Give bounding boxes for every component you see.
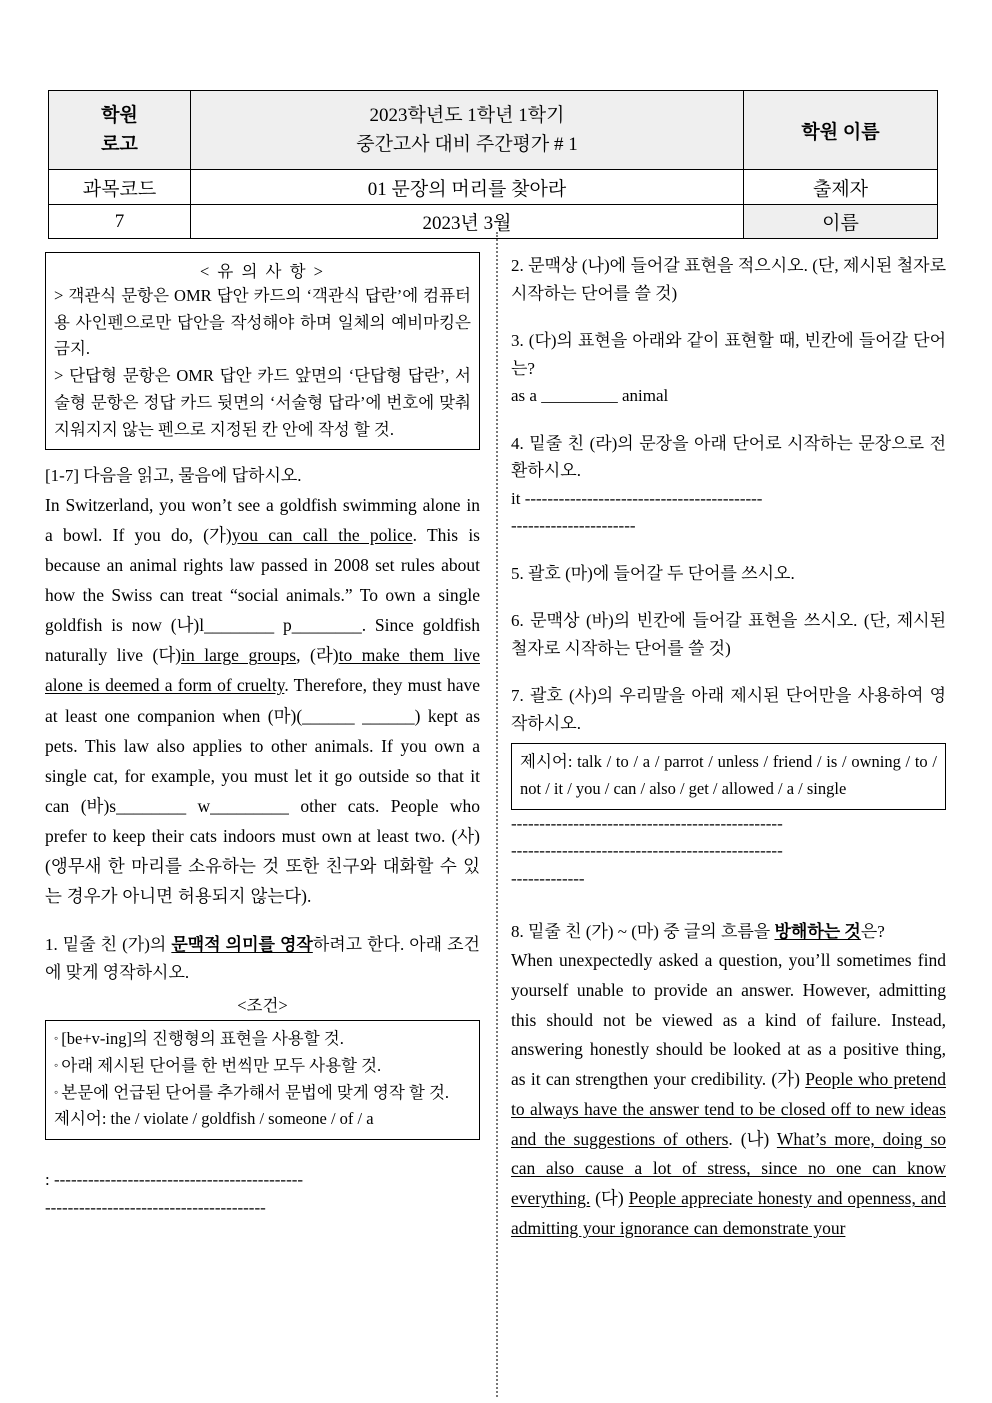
- question-7-wordbank: [520, 749, 937, 802]
- marker-ra: (라): [310, 645, 339, 666]
- answer-blank-line: ----------------------: [511, 516, 636, 536]
- academy-logo-line2: 로고: [101, 134, 138, 155]
- condition-item: [54, 1053, 471, 1080]
- condition-box: [45, 1020, 480, 1140]
- blank-ma: (______ ______): [296, 705, 421, 726]
- marker-ga: (가): [203, 524, 232, 545]
- passage-seg-4: ,: [296, 645, 311, 666]
- answer-blank-line: ------------------------------------------: [524, 488, 763, 508]
- passage-seg-5: . Therefore, they must have at least one companion when: [45, 675, 481, 726]
- marker-sa: (사): [451, 825, 480, 846]
- bullet-icon: ◦: [54, 1057, 59, 1072]
- question-3-blank-line[interactable]: as a _________ animal: [511, 386, 669, 406]
- passage-seg-7: other cats. People who prefer to keep their cats indoors must own at least two.: [45, 795, 480, 846]
- marker-na: (나): [170, 615, 200, 636]
- author-label: 출제자: [744, 170, 938, 205]
- passage-seg-1: In Switzerland, you won’t see a goldfish swimming alone in a bowl. If you do,: [45, 494, 480, 545]
- notice-line-2: > 단답형 문항은 OMR 답안 카드 앞면의 ‘단답형 답란’, 서술형 문항은 정답 카드 뒷면의 ‘서술형 답라’에 번호에 맞춰 지워지지 않는 펜으로 지정된 칸 안에 작성 할 것.: [54, 366, 471, 439]
- question-7-answer-line2[interactable]: ------------------------------------------------: [511, 841, 783, 861]
- wordbank-label: 제시어:: [54, 1109, 107, 1129]
- question-1-tail: 하려고 한다. 아래 조건에 맞게 영작하시오.: [45, 935, 480, 982]
- q8-underlined-ga: People who pretend to always have the answer tend to be closed off to new ideas and the suggestions of others: [511, 1069, 946, 1149]
- header-row-subject: [49, 170, 938, 205]
- exam-title-line2: 중간고사 대비 주간평가 # 1: [356, 134, 578, 155]
- q8-marker-ga: (가): [771, 1069, 806, 1089]
- question-1-lead: 1. 밑줄 친 (가)의: [45, 935, 172, 955]
- wordbank-words: talk / to / a / parrot / unless / friend / is / owning / to / not / it / you / can / also / get / allowed / a / single: [520, 752, 937, 799]
- question-8-tail: 은?: [860, 922, 885, 942]
- subject-code-value: 7: [49, 205, 191, 239]
- passage-seg-6: kept as pets. This law also applies to other animals. If you own a single cat, for example, you must let it go outside so that it can: [45, 705, 480, 816]
- condition-item: [54, 1080, 471, 1107]
- question-7-answer-line1[interactable]: ------------------------------------------------: [511, 813, 783, 833]
- left-column: [45, 252, 480, 1221]
- notice-line-1: > 객관식 문항은 OMR 답안 카드의 ‘객관식 답란’에 컴퓨터용 사인펜으로만 답안을 작성해야 하며 일체의 예비마킹은 금지.: [54, 286, 471, 359]
- exam-title-line1: 2023학년도 1학년 1학기: [369, 104, 565, 126]
- notice-title: < 유 의 사 항 >: [200, 262, 325, 281]
- q8-seg-1: When unexpectedly asked a question, you’ll sometimes find yourself unable to provide an answer. However, admitting this should not be viewed as a kind of failure. Instead, answering honestly should be looked at as a positive thing, as it can strengthen your credibility.: [511, 950, 946, 1089]
- question-4-answer-line2[interactable]: [511, 512, 946, 540]
- marker-ma: (마): [267, 705, 297, 726]
- question-1-text: [45, 931, 480, 986]
- academy-logo-cell: [49, 91, 191, 170]
- author-name-value: 이름: [744, 205, 938, 239]
- academy-logo-line1: 학원: [101, 104, 138, 126]
- exam-header-table: [48, 90, 938, 239]
- underlined-ra: to make them live alone is deemed a form of cruelty: [45, 645, 480, 696]
- bullet-icon: ◦: [54, 1084, 59, 1099]
- header-row-title: [49, 91, 938, 170]
- underlined-da: in large groups: [181, 645, 297, 666]
- question-4-text: 4. 밑줄 친 (라)의 문장을 아래 단어로 시작하는 문장으로 전환하시오.: [511, 433, 946, 481]
- q8-marker-da: (다): [595, 1188, 629, 1208]
- question-3-text: 3. (다)의 표현을 아래와 같이 표현할 때, 빈칸에 들어갈 단어는?: [511, 331, 946, 378]
- condition-item-text: 본문에 언급된 단어를 추가해서 문법에 맞게 영작 할 것.: [61, 1082, 450, 1102]
- condition-item-text: [be+v-ing]의 진행형의 표현을 사용할 것.: [61, 1029, 344, 1049]
- passage-seg-2: . This is because an animal rights law passed in 2008 set rules about how the Swiss can treat “social animals.” To own a single goldfish is now: [45, 524, 480, 636]
- q8-underlined-da: People appreciate honesty and openness, and admitting your ignorance can demonstrate your: [511, 1188, 947, 1238]
- question-7-wordbank-box: [511, 743, 946, 809]
- exam-date-value: 2023년 3월: [191, 205, 744, 239]
- question-4-answer-line1[interactable]: [511, 485, 946, 513]
- question-1-emphasis: 문맥적 의미를 영작: [171, 935, 313, 955]
- question-8-text: [511, 918, 946, 946]
- lesson-title: 01 문장의 머리를 찾아라: [191, 170, 744, 205]
- underlined-ga: you can call the police: [231, 524, 413, 545]
- header-row-values: [49, 205, 938, 239]
- question-1-answer-area[interactable]: [45, 1166, 480, 1194]
- marker-ba: (바): [80, 795, 110, 816]
- question-7-answer-line3[interactable]: -------------: [511, 868, 585, 888]
- answer-colon: :: [45, 1170, 54, 1190]
- answer-blank-line: ---------------------------------------: [45, 1197, 266, 1217]
- condition-label: <조건>: [237, 996, 288, 1016]
- bullet-icon: ◦: [54, 1031, 59, 1046]
- marker-da: (다): [152, 645, 182, 666]
- korean-prompt-sa: (앵무새 한 마리를 소유하는 것 또한 친구와 대화할 수 있는 경우가 아니면 허용되지 않는다).: [45, 855, 480, 907]
- blank-na: l________ p________: [199, 615, 362, 636]
- question-7-text: 7. 괄호 (사)의 우리말을 아래 제시된 단어만을 사용하여 영작하시오.: [511, 686, 946, 733]
- condition-item: [54, 1026, 471, 1053]
- question-6-text: 6. 문맥상 (바)의 빈칸에 들어갈 표현을 쓰시오. (단, 제시된 철자로 시작하는 단어를 쓸 것): [511, 611, 946, 658]
- question-5-text: 5. 괄호 (마)에 들어갈 두 단어를 쓰시오.: [511, 563, 795, 583]
- question-1-wordbank: [54, 1106, 471, 1133]
- subject-code-label: 과목코드: [49, 170, 191, 205]
- question-2-text: 2. 문맥상 (나)에 들어갈 표현을 적으시오. (단, 제시된 철자로 시작하는 단어를 쓸 것): [511, 256, 946, 303]
- wordbank-label: 제시어:: [520, 752, 573, 772]
- answer-prefix-it: it: [511, 488, 525, 508]
- column-divider: [496, 232, 498, 1397]
- question-1-answer-line2[interactable]: [45, 1194, 480, 1222]
- question-8-emphasis: 방해하는 것: [774, 922, 861, 942]
- reading-passage: [45, 490, 480, 911]
- wordbank-words: the / violate / goldfish / someone / of / a: [106, 1109, 374, 1129]
- q8-marker-na: (나): [740, 1128, 777, 1149]
- passage-seg-3: . Since goldfish naturally live: [45, 615, 480, 666]
- q8-underlined-na: What’s more, doing so can also cause a lot of stress, since no one can know everything.: [511, 1128, 947, 1208]
- right-column: [511, 252, 946, 1244]
- exam-title-cell: [191, 91, 744, 170]
- question-8-lead: 8. 밑줄 친 (가) ~ (마) 중 글의 흐름을: [511, 922, 775, 942]
- question-8-passage: [511, 946, 946, 1244]
- notice-box: [45, 252, 480, 450]
- reading-directive: [1-7] 다음을 읽고, 물음에 답하시오.: [45, 466, 302, 486]
- academy-name-cell: 학원 이름: [744, 91, 938, 170]
- q8-seg-2: .: [728, 1128, 741, 1149]
- condition-item-text: 아래 제시된 단어를 한 번씩만 모두 사용할 것.: [61, 1055, 382, 1075]
- blank-ba: s________ w_________: [109, 795, 289, 816]
- answer-blank-line: --------------------------------------------: [53, 1170, 304, 1190]
